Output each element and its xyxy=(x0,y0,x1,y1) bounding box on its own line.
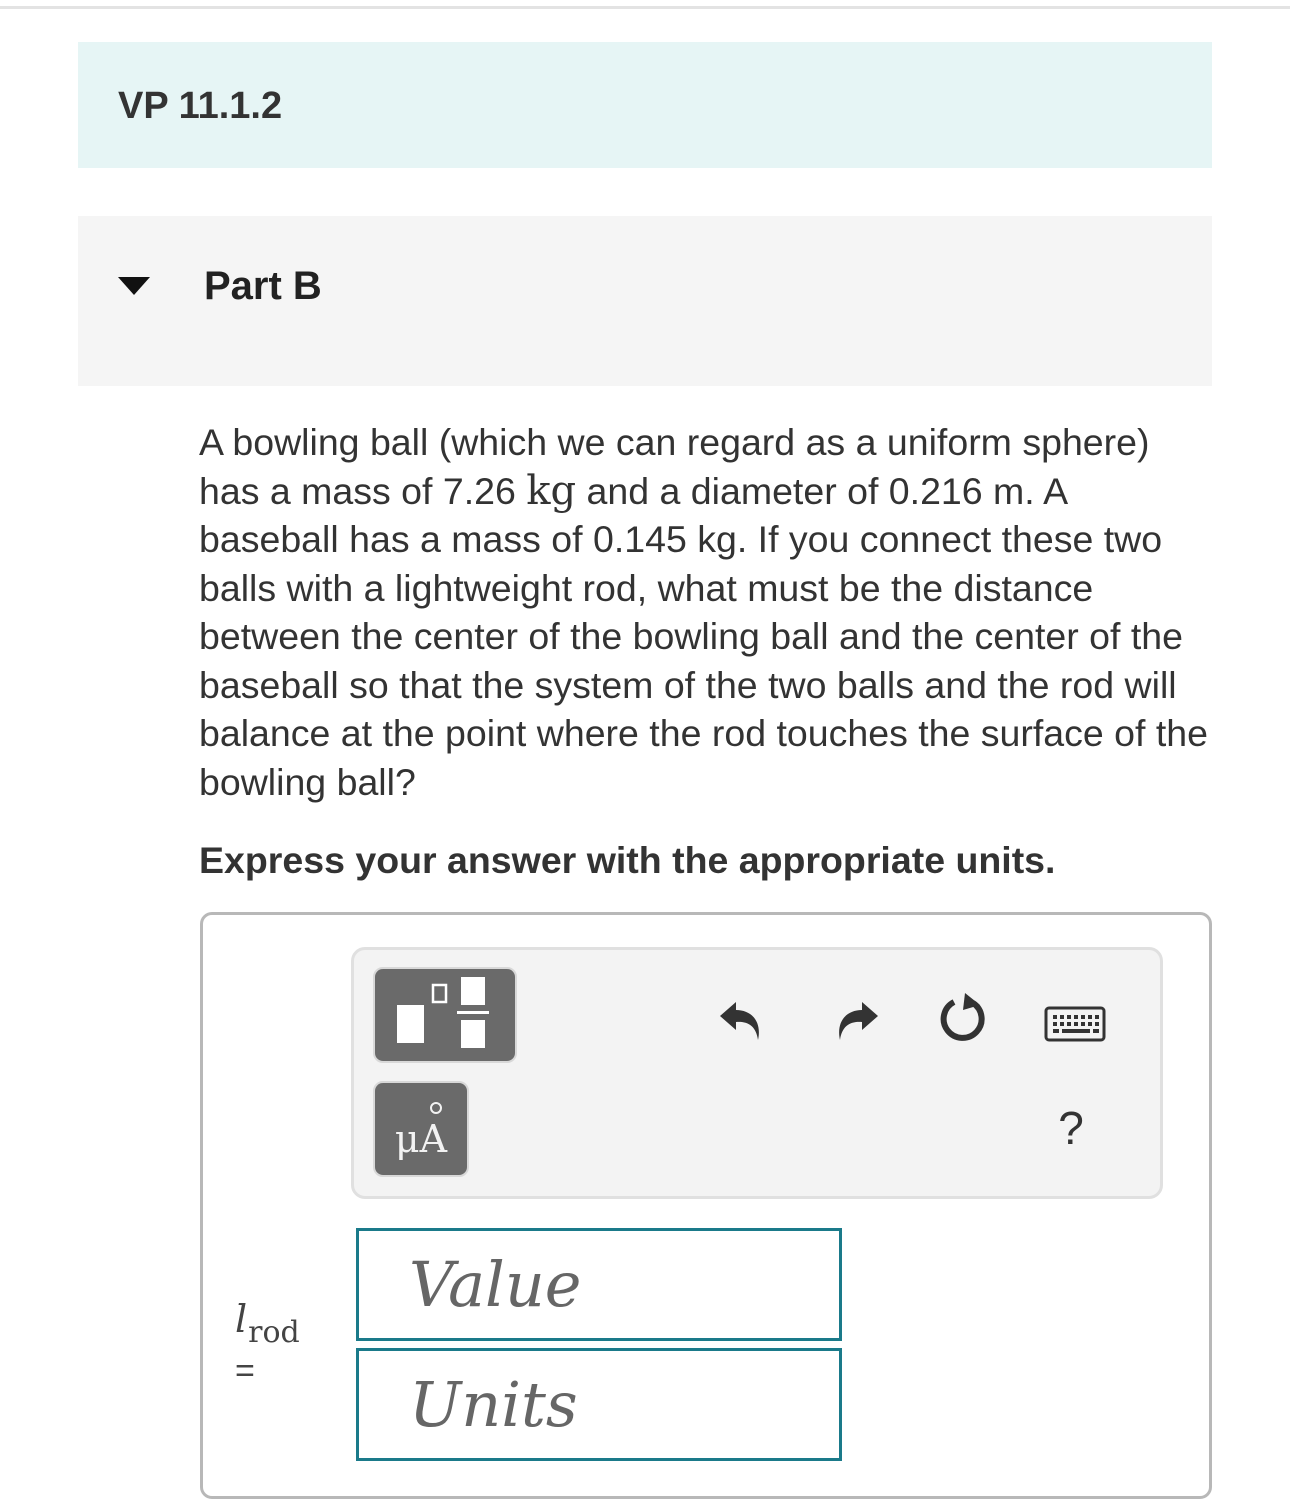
units-button-label: μA xyxy=(394,1117,448,1161)
problem-text-end: and a diameter of 0.216 m. A baseball has a mass of 0.145 kg. If you connect these two balls with a lightweight rod, what must be the distance between the center of the bowling ball and the center of the baseball so that the system of the two balls and the rod will balance at the point where the rod touches the surface of the bowling ball? xyxy=(199,469,1209,803)
mass-unit: kg xyxy=(526,467,577,514)
problem-statement xyxy=(199,418,1209,806)
equals-sign: = xyxy=(235,1352,255,1390)
top-divider xyxy=(0,6,1290,9)
angstrom-ring-icon xyxy=(430,1102,442,1114)
units-input[interactable] xyxy=(356,1348,842,1461)
assignment-header xyxy=(78,42,1212,168)
assignment-title: VP 11.1.2 xyxy=(118,85,283,127)
variable-subscript: rod xyxy=(248,1315,300,1350)
keyboard-icon[interactable] xyxy=(1044,1006,1108,1046)
part-header[interactable] xyxy=(78,216,1212,386)
redo-icon[interactable] xyxy=(828,992,884,1048)
help-button[interactable]: ? xyxy=(1058,1102,1084,1154)
variable-symbol: l xyxy=(235,1297,248,1341)
part-title: Part B xyxy=(204,264,322,308)
templates-icon xyxy=(375,969,515,1061)
reset-icon[interactable] xyxy=(934,990,994,1050)
undo-icon[interactable] xyxy=(714,992,770,1048)
collapse-caret-icon[interactable] xyxy=(118,277,150,295)
value-input[interactable] xyxy=(356,1228,842,1341)
units-button[interactable] xyxy=(373,1081,469,1177)
variable-label xyxy=(235,1297,300,1350)
answer-instruction: Express your answer with the appropriate units. xyxy=(199,839,1056,881)
math-toolbar xyxy=(351,947,1163,1199)
problem-text-start: A bowling ball (which we can regard as a uniform sphere) has a mass of 7.26 xyxy=(199,421,1150,512)
templates-button[interactable] xyxy=(373,967,517,1063)
answer-panel xyxy=(200,912,1212,1499)
